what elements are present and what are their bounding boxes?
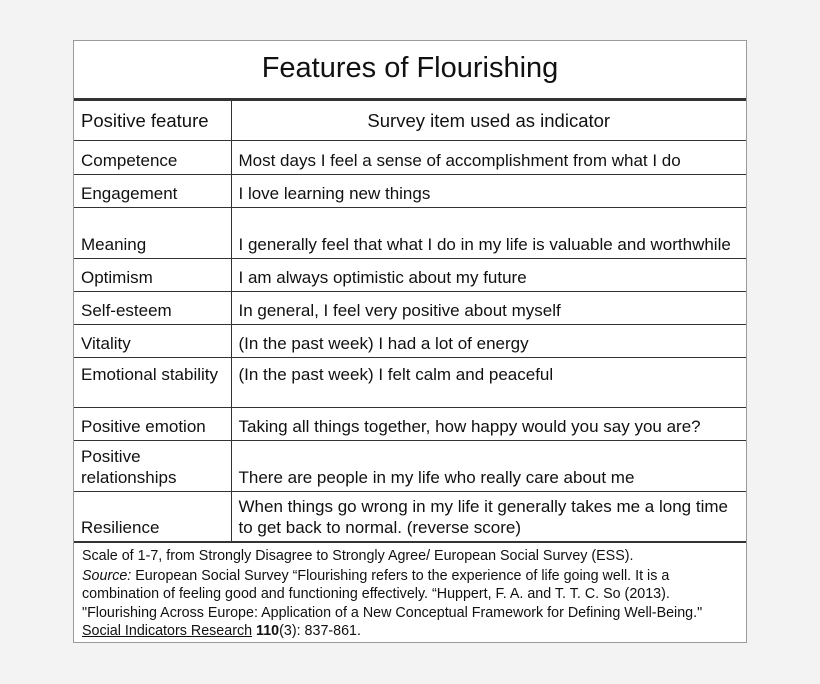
header-positive-feature: Positive feature [74, 101, 231, 141]
item-cell: (In the past week) I had a lot of energy [231, 325, 746, 358]
journal-pages: (3): 837-861. [279, 623, 361, 639]
table-row [74, 208, 746, 259]
table-row [74, 141, 746, 175]
feature-cell: Positive relationships [74, 441, 231, 492]
feature-cell: Meaning [74, 208, 231, 259]
table-row [74, 358, 746, 408]
item-cell: (In the past week) I felt calm and peaceful [231, 358, 746, 408]
feature-cell: Self-esteem [74, 292, 231, 325]
feature-cell: Vitality [74, 325, 231, 358]
item-cell: In general, I feel very positive about myself [231, 292, 746, 325]
features-table [74, 100, 746, 542]
header-row [74, 101, 746, 141]
journal-name: Social Indicators Research [82, 623, 253, 639]
journal-volume: 110 [256, 623, 280, 639]
item-cell: I love learning new things [231, 175, 746, 208]
table-row [74, 175, 746, 208]
item-cell: When things go wrong in my life it generally takes me a long time to get back to normal. (reverse score) [231, 492, 746, 542]
table-row [74, 259, 746, 292]
flourishing-table-figure [73, 40, 747, 643]
feature-cell: Positive emotion [74, 408, 231, 441]
item-cell: Most days I feel a sense of accomplishment from what I do [231, 141, 746, 175]
scale-note: Scale of 1-7, from Strongly Disagree to Strongly Agree/ European Social Survey (ESS). [82, 548, 634, 564]
source-note [82, 567, 738, 641]
feature-cell: Optimism [74, 259, 231, 292]
item-cell: I generally feel that what I do in my life is valuable and worthwhile [231, 208, 746, 259]
table-row [74, 441, 746, 492]
table-footnote [74, 542, 746, 646]
source-text: European Social Survey “Flourishing refers to the experience of life going well. It is a combination of feeling good and functioning effectively. “Huppert, F. A. and T. T. C. So (2013). "Flourishing Across Europe: Application of a New Conceptual Framework for Defining Well-Being." [82, 567, 703, 621]
table-row [74, 492, 746, 542]
source-label: Source: [82, 567, 132, 584]
feature-cell: Emotional stability [74, 358, 231, 408]
feature-cell: Engagement [74, 175, 231, 208]
table-row [74, 408, 746, 441]
feature-cell: Competence [74, 141, 231, 175]
item-cell: Taking all things together, how happy would you say you are? [231, 408, 746, 441]
table-row [74, 292, 746, 325]
table-title: Features of Flourishing [74, 41, 746, 100]
item-cell: There are people in my life who really care about me [231, 441, 746, 492]
feature-cell: Resilience [74, 492, 231, 542]
header-survey-item: Survey item used as indicator [231, 101, 746, 141]
item-cell: I am always optimistic about my future [231, 259, 746, 292]
table-row [74, 325, 746, 358]
